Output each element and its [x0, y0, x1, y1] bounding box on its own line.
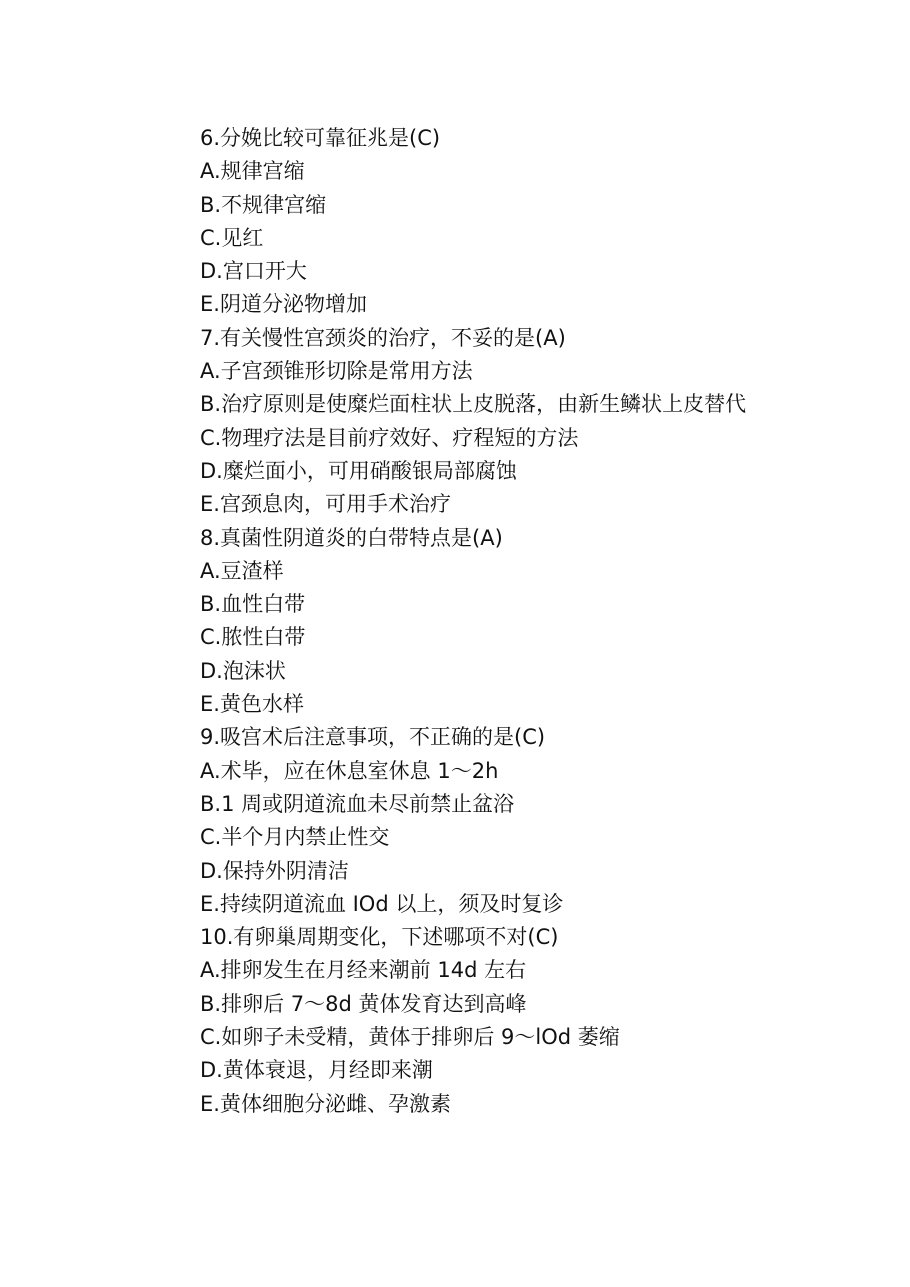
- option-d: D.宫口开大: [200, 259, 307, 284]
- option-b: B.血性白带: [200, 592, 306, 617]
- option-c: C.物理疗法是目前疗效好、疗程短的方法: [200, 425, 579, 450]
- option-a: A.豆渣样: [200, 558, 284, 583]
- option-a: A.子宫颈锥形切除是常用方法: [200, 359, 473, 384]
- option-b: B.排卵后 7～8d 黄体发育达到高峰: [200, 991, 527, 1016]
- option-b: B.不规律宫缩: [200, 192, 327, 217]
- option-a: A.术毕，应在休息室休息 1～2h: [200, 758, 499, 783]
- option-d: D.糜烂面小，可用硝酸银局部腐蚀: [200, 458, 517, 483]
- option-e: E.黄色水样: [200, 692, 304, 717]
- question-stem: 7.有关慢性宫颈炎的治疗，不妥的是(A): [200, 325, 566, 350]
- option-c: C.脓性白带: [200, 625, 306, 650]
- question-stem: 6.分娩比较可靠征兆是(C): [200, 126, 441, 150]
- option-a: A.规律宫缩: [200, 159, 305, 184]
- question-list: [155, 122, 755, 1121]
- option-e: E.阴道分泌物增加: [200, 292, 367, 317]
- option-e: E.持续阴道流血 IOd 以上，须及时复诊: [200, 891, 564, 916]
- option-b: B.1 周或阴道流血未尽前禁止盆浴: [200, 791, 515, 816]
- option-d: D.泡沫状: [200, 658, 286, 683]
- option-a: A.排卵发生在月经来潮前 14d 左右: [200, 958, 527, 983]
- option-e: E.宫颈息肉，可用手术治疗: [200, 492, 451, 517]
- question-stem: 10.有卵巢周期变化，下述哪项不对(C): [200, 925, 559, 950]
- option-d: D.保持外阴清洁: [200, 858, 349, 883]
- question-stem: 8.真菌性阴道炎的白带特点是(A): [200, 525, 503, 550]
- question-stem: 9.吸宫术后注意事项，不正确的是(C): [200, 725, 546, 750]
- option-b: B.治疗原则是使糜烂面柱状上皮脱落，由新生鳞状上皮替代: [200, 392, 747, 417]
- option-c: C.如卵子未受精，黄体于排卵后 9～lOd 萎缩: [200, 1025, 620, 1050]
- option-d: D.黄体衰退，月经即来潮: [200, 1058, 433, 1083]
- option-c: C.半个月内禁止性交: [200, 825, 390, 850]
- option-e: E.黄体细胞分泌雌、孕激素: [200, 1091, 451, 1116]
- option-c: C.见红: [200, 225, 264, 250]
